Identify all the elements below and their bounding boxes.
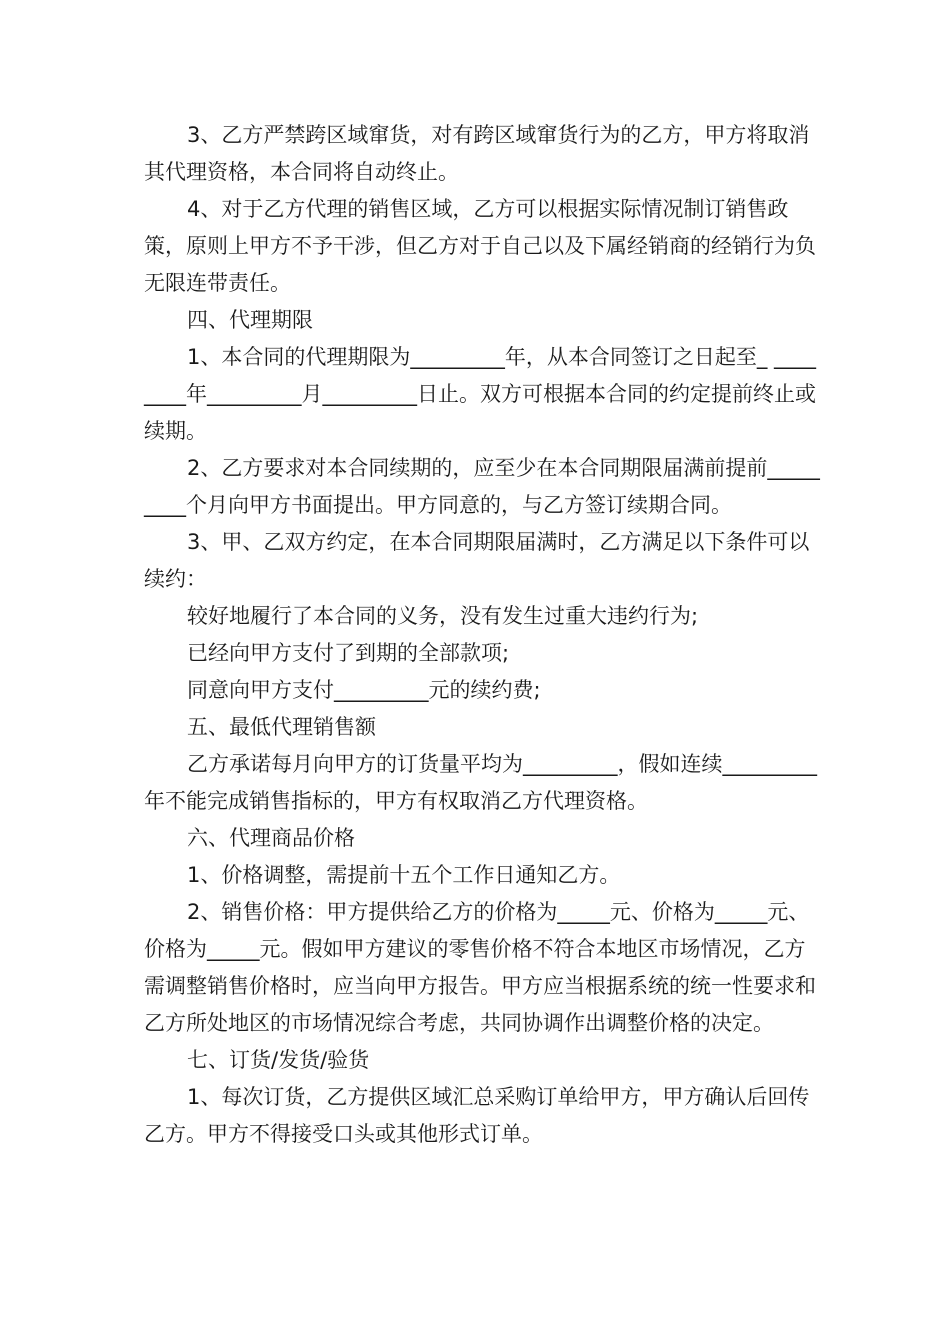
price-clause-2: 2、销售价格：甲方提供给乙方的价格为_____元、价格为_____元、价格为_____元。假如甲方建议的零售价格不符合本地区市场情况，乙方需调整销售价格时，应当向甲方报告。甲方应当根据系统的统一性要求和乙方所处地区的市场情况综合考虑，共同协调作出调整价格的决定。 — [144, 900, 816, 1035]
section-heading-price: 六、代理商品价格 — [187, 826, 355, 850]
ordering-clause-1: 1、每次订货，乙方提供区域汇总采购订单给甲方，甲方确认后回传乙方。甲方不得接受口头或其他形式订单。 — [144, 1085, 810, 1146]
term-clause-2: 2、乙方要求对本合同续期的，应至少在本合同期限届满前提前_________个月向甲方书面提出。甲方同意的，与乙方签订续期合同。 — [144, 456, 820, 517]
document-body — [144, 117, 824, 1153]
term-clause-3: 3、甲、乙双方约定，在本合同期限届满时，乙方满足以下条件可以续约： — [144, 530, 810, 591]
renewal-condition-2: 已经向甲方支付了到期的全部款项; — [187, 641, 510, 665]
section-heading-agency-term: 四、代理期限 — [187, 308, 313, 332]
section-heading-ordering: 七、订货/发货/验货 — [187, 1048, 370, 1072]
renewal-condition-1: 较好地履行了本合同的义务，没有发生过重大违约行为; — [187, 604, 699, 628]
price-clause-1: 1、价格调整，需提前十五个工作日通知乙方。 — [187, 863, 621, 887]
clause-4-sales-policy: 4、对于乙方代理的销售区域，乙方可以根据实际情况制订销售政策，原则上甲方不予干涉，但乙方对于自己以及下属经销商的经销行为负无限连带责任。 — [144, 197, 816, 295]
section-heading-minimum-sales: 五、最低代理销售额 — [187, 715, 376, 739]
clause-3-no-cross-region: 3、乙方严禁跨区域窜货，对有跨区域窜货行为的乙方，甲方将取消其代理资格，本合同将自动终止。 — [144, 123, 810, 184]
minimum-sales-clause: 乙方承诺每月向甲方的订货量平均为_________，假如连续_________年不能完成销售指标的，甲方有权取消乙方代理资格。 — [144, 752, 817, 813]
renewal-condition-3: 同意向甲方支付_________元的续约费; — [187, 678, 541, 702]
term-clause-1: 1、本合同的代理期限为_________年，从本合同签订之日起至_ ________年_________月_________日止。双方可根据本合同的约定提前终止或续期。 — [144, 345, 817, 443]
